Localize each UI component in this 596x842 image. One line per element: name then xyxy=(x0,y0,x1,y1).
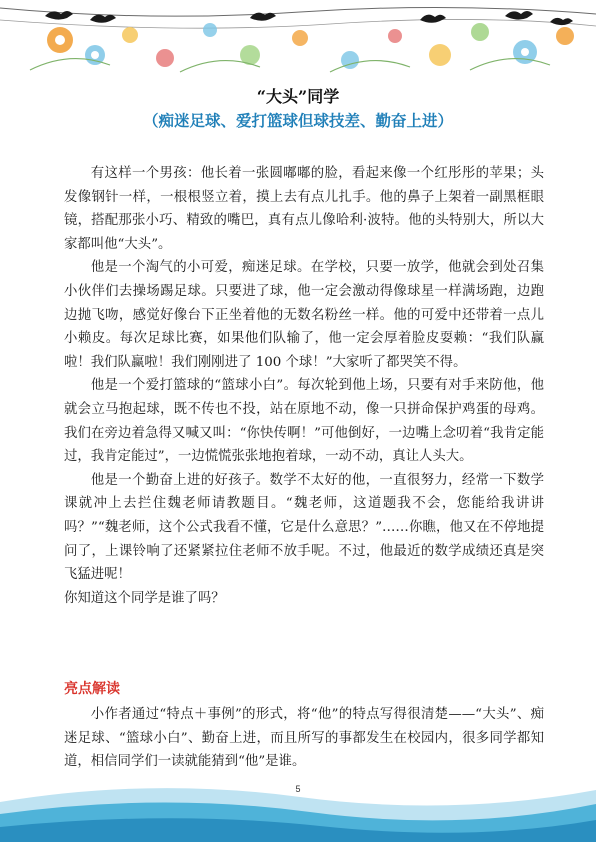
bird-icon xyxy=(45,11,573,25)
paragraph-2: 他是一个淘气的小可爱，痴迷足球。在学校，只要一放学，他就会到处召集小伙伴们去操场踢足球。只要进了球，他一定会激动得像球星一样满场跑，边跑边抛飞吻，感觉好像台下正坐着他的无数名粉丝一样。他的可爱中还带着一点儿小赖皮。每次足球比赛，如果他们队输了，他一定会厚着脸皮耍赖：“我们队赢啦！我们队赢啦！我们刚刚进了 100 个球！”大家听了都哭笑不得。 xyxy=(64,260,544,370)
page-subtitle: （痴迷足球、爱打篮球但球技差、勤奋上进） xyxy=(142,111,453,130)
highlight-text: 小作者通过“特点＋事例”的形式，将“他”的特点写得很清楚——“大头”、痴迷足球、“篮球小白”、勤奋上进，而且所写的事都发生在校园内，很多同学都知道，相信同学们一读就能猜到“他”是谁。 xyxy=(64,707,544,770)
flower-icon xyxy=(47,23,574,69)
highlight-heading: 亮点解读 xyxy=(64,681,120,697)
paragraph-4: 他是一个勤奋上进的好孩子。数学不太好的他，一直很努力，经常一下数学课就冲上去拦住魏老师请教题目。“魏老师，这道题我不会，您能给我讲讲吗？”“魏老师，这个公式我看不懂，它是什么意思？”……你瞧，他又在不停地提问了，上课铃响了还紧紧拉住老师不放手呢。不过，他最近的数学成绩还真是突飞猛进呢！ xyxy=(64,472,544,583)
article-body xyxy=(64,162,544,610)
highlight-body xyxy=(64,703,544,774)
floral-header-decoration xyxy=(0,0,596,90)
paragraph-3: 他是一个爱打篮球的“篮球小白”。每次轮到他上场，只要有对手来防他，他就会立马抱起球，既不传也不投，站在原地不动，像一只拼命保护鸡蛋的母鸡。我们在旁边着急得又喊又叫：“你快传啊！”可他倒好，一边嘴上念叨着“我肯定能过，我肯定能过”，一边慌慌张张地抱着球，一动不动，真让人头大。 xyxy=(64,378,544,465)
wave-footer-decoration xyxy=(0,772,596,842)
closing-question: 你知道这个同学是谁了吗？ xyxy=(64,590,225,606)
paragraph-1: 有这样一个男孩：他长着一张圆嘟嘟的脸，看起来像一个红彤彤的苹果；头发像钢针一样，一根根竖立着，摸上去有点儿扎手。他的鼻子上架着一副黑框眼镜，搭配那张小巧、精致的嘴巴，真有点儿像哈利·波特。他的头特别大，所以大家都叫他“大头”。 xyxy=(64,166,544,252)
page-title: “大头”同学 xyxy=(256,87,340,106)
page-number: 5 xyxy=(295,784,301,794)
